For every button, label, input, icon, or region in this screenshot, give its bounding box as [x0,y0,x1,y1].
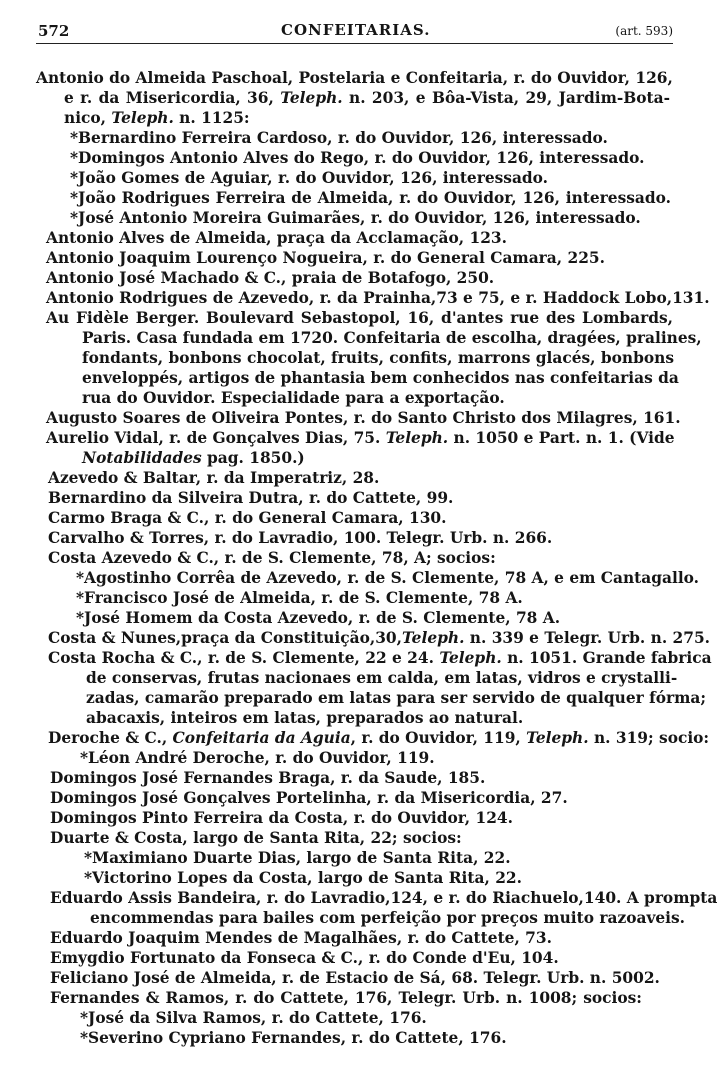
directory-line [46,228,507,248]
directory-line [82,328,702,348]
directory-line [76,608,560,628]
line-text: *José da Silva Ramos, r. do Cattete, 176. [80,1009,427,1027]
directory-line [70,128,608,148]
line-text: Deroche & C., [48,729,173,747]
directory-line [80,1028,507,1048]
line-text: *João Gomes de Aguiar, r. do Ouvidor, 126, interessado. [70,169,549,187]
line-text: *Francisco José de Almeida, r. de S. Clemente, 78 A. [76,589,523,607]
directory-line [50,928,552,948]
line-text: n. 203, e Bôa-Vista, 29, Jardim-Bota- [342,89,670,107]
directory-line [48,528,552,548]
line-text: Eduardo Joaquim Mendes de Magalhães, r. do Cattete, 73. [50,929,552,947]
line-text: Carvalho & Torres, r. do Lavradio, 100. Telegr. Urb. n. 266. [48,529,553,547]
line-text: n. 1125: [173,109,250,127]
line-text: pag. 1850.) [201,449,305,467]
directory-line [76,588,523,608]
line-text: Antonio José Machado & C., praia de Botafogo, 250. [46,269,495,287]
directory-line [50,948,559,968]
directory-line [46,268,494,288]
directory-line [70,168,548,188]
line-text: de conservas, frutas nacionaes em calda, em latas, vidros e crystalli- [86,669,678,687]
line-text: *José Homem da Costa Azevedo, r. de S. Clemente, 78 A. [76,609,561,627]
header-rule [36,43,673,44]
line-text: rua do Ouvidor. Especialidade para a exportação. [82,389,505,407]
line-text: Antonio Rodrigues de Azevedo, r. da Prainha,73 e 75, e r. Haddock Lobo,131. [46,289,710,307]
directory-line [46,308,673,328]
directory-line [70,148,644,168]
directory-line [50,888,718,908]
line-text: Bernardino da Silveira Dutra, r. do Cattete, 99. [48,489,454,507]
directory-line [50,808,513,828]
directory-line [82,348,674,368]
line-text: Fernandes & Ramos, r. do Cattete, 176, Telegr. Urb. n. 1008; socios: [50,989,642,1007]
line-text: nico, [64,109,112,127]
directory-line [86,668,676,688]
directory-line [48,728,710,748]
line-text: n. 1051. Grande fabrica [501,649,712,667]
directory-line [86,708,523,728]
line-text: *Maximiano Duarte Dias, largo de Santa Rita, 22. [84,849,511,867]
directory-line [36,68,673,88]
directory-line [50,788,568,808]
line-text: *Severino Cypriano Fernandes, r. do Cattete, 176. [80,1029,507,1047]
line-text: Antonio Joaquim Lourenço Nogueira, r. do General Camara, 225. [46,249,605,267]
line-text: Duarte & Costa, largo de Santa Rita, 22; socios: [50,829,462,847]
line-text: Costa Azevedo & C., r. de S. Clemente, 78, A; socios: [48,549,496,567]
directory-line [48,488,453,508]
directory-line [46,428,674,448]
page-header [0,0,725,48]
line-text: n. 1050 e Part. n. 1. (Vide [448,429,675,447]
line-text: n. 339 e Telegr. Urb. n. 275. [464,629,711,647]
line-text: e r. da Misericordia, 36, [64,89,281,107]
article-reference: (art. 593) [615,24,673,38]
line-text: Aurelio Vidal, r. de Gonçalves Dias, 75. [46,429,386,447]
line-text: abacaxis, inteiros em latas, preparados ao natural. [86,709,524,727]
line-text: Costa & Nunes,praça da Constituição,30, [48,629,402,647]
directory-line [70,208,641,228]
directory-line [48,628,711,648]
line-text: Domingos Pinto Ferreira da Costa, r. do Ouvidor, 124. [50,809,513,827]
line-text: Augusto Soares de Oliveira Pontes, r. do Santo Christo dos Milagres, 161. [46,409,681,427]
line-text: Emygdio Fortunato da Fonseca & C., r. do Conde d'Eu, 104. [50,949,559,967]
italic-text: Confeitaria da Aguia [172,729,351,747]
line-text: *Léon André Deroche, r. do Ouvidor, 119. [80,749,435,767]
line-text: Eduardo Assis Bandeira, r. do Lavradio,124, e r. do Riachuelo,140. A prompta [50,889,718,907]
line-text: , r. do Ouvidor, 119, [350,729,527,747]
directory-line [50,768,485,788]
italic-text: Teleph. [439,649,502,667]
line-text: fondants, bonbons chocolat, fruits, confits, marrons glacés, bonbons [82,349,674,367]
directory-line [90,908,685,928]
italic-text: Teleph. [526,729,589,747]
directory-line [46,408,681,428]
line-text: *Bernardino Ferreira Cardoso, r. do Ouvidor, 126, interessado. [70,129,608,147]
directory-line [80,748,435,768]
line-text: enveloppés, artigos de phantasia bem conhecidos nas confeitarias da [82,369,679,387]
directory-line [46,248,605,268]
page-number: 572 [38,22,70,40]
line-text: Domingos José Gonçalves Portelinha, r. da Misericordia, 27. [50,789,568,807]
directory-line [48,468,379,488]
line-text: n. 319; socio: [588,729,710,747]
directory-line [50,968,658,988]
line-text: *Victorino Lopes da Costa, largo de Santa Rita, 22. [84,869,522,887]
directory-line [82,388,505,408]
directory-line [84,848,511,868]
line-text: Antonio Alves de Almeida, praça da Acclamação, 123. [46,229,507,247]
line-text: Domingos José Fernandes Braga, r. da Saude, 185. [50,769,486,787]
page-title: CONFEITARIAS. [281,21,431,39]
line-text: Feliciano José de Almeida, r. de Estacio de Sá, 68. Telegr. Urb. n. 5002. [50,969,660,987]
line-text: *João Rodrigues Ferreira de Almeida, r. do Ouvidor, 126, interessado. [70,189,671,207]
directory-line [80,1008,427,1028]
directory-line [84,868,522,888]
line-text: Au Fidèle Berger. Boulevard Sebastopol, 16, d'antes rue des Lombards, [46,309,673,327]
directory-line [64,108,670,128]
line-text: encommendas para bailes com perfeição por preços muito razoaveis. [90,909,686,927]
directory-line [48,648,712,668]
line-text: Costa Rocha & C., r. de S. Clemente, 22 e 24. [48,649,440,667]
italic-text: Teleph. [111,109,174,127]
directory-line [48,508,447,528]
line-text: zadas, camarão preparado em latas para ser servido de qualquer fórma; [86,689,707,707]
directory-line [82,368,679,388]
directory-line [50,988,642,1008]
line-text: Paris. Casa fundada em 1720. Confeitaria de escolha, dragées, pralines, [82,329,702,347]
directory-line [64,88,670,108]
line-text: Carmo Braga & C., r. do General Camara, 130. [48,509,447,527]
directory-line [70,188,671,208]
line-text: *Domingos Antonio Alves do Rego, r. do Ouvidor, 126, interessado. [70,149,645,167]
italic-text: Teleph. [280,89,343,107]
line-text: *Agostinho Corrêa de Azevedo, r. de S. Clemente, 78 A, e em Cantagallo. [76,569,700,587]
directory-line [48,548,496,568]
line-text: Azevedo & Baltar, r. da Imperatriz, 28. [48,469,380,487]
directory-line [50,828,462,848]
directory-line [46,288,710,308]
line-text: *José Antonio Moreira Guimarães, r. do Ouvidor, 126, interessado. [70,209,641,227]
italic-text: Notabilidades [82,449,202,467]
italic-text: Teleph. [385,429,449,447]
italic-text: Teleph. [402,629,465,647]
line-text: Antonio do Almeida Paschoal, Postelaria e Confeitaria, r. do Ouvidor, 126, [36,69,673,87]
directory-line [86,688,707,708]
directory-line [76,568,700,588]
directory-line [82,448,305,468]
